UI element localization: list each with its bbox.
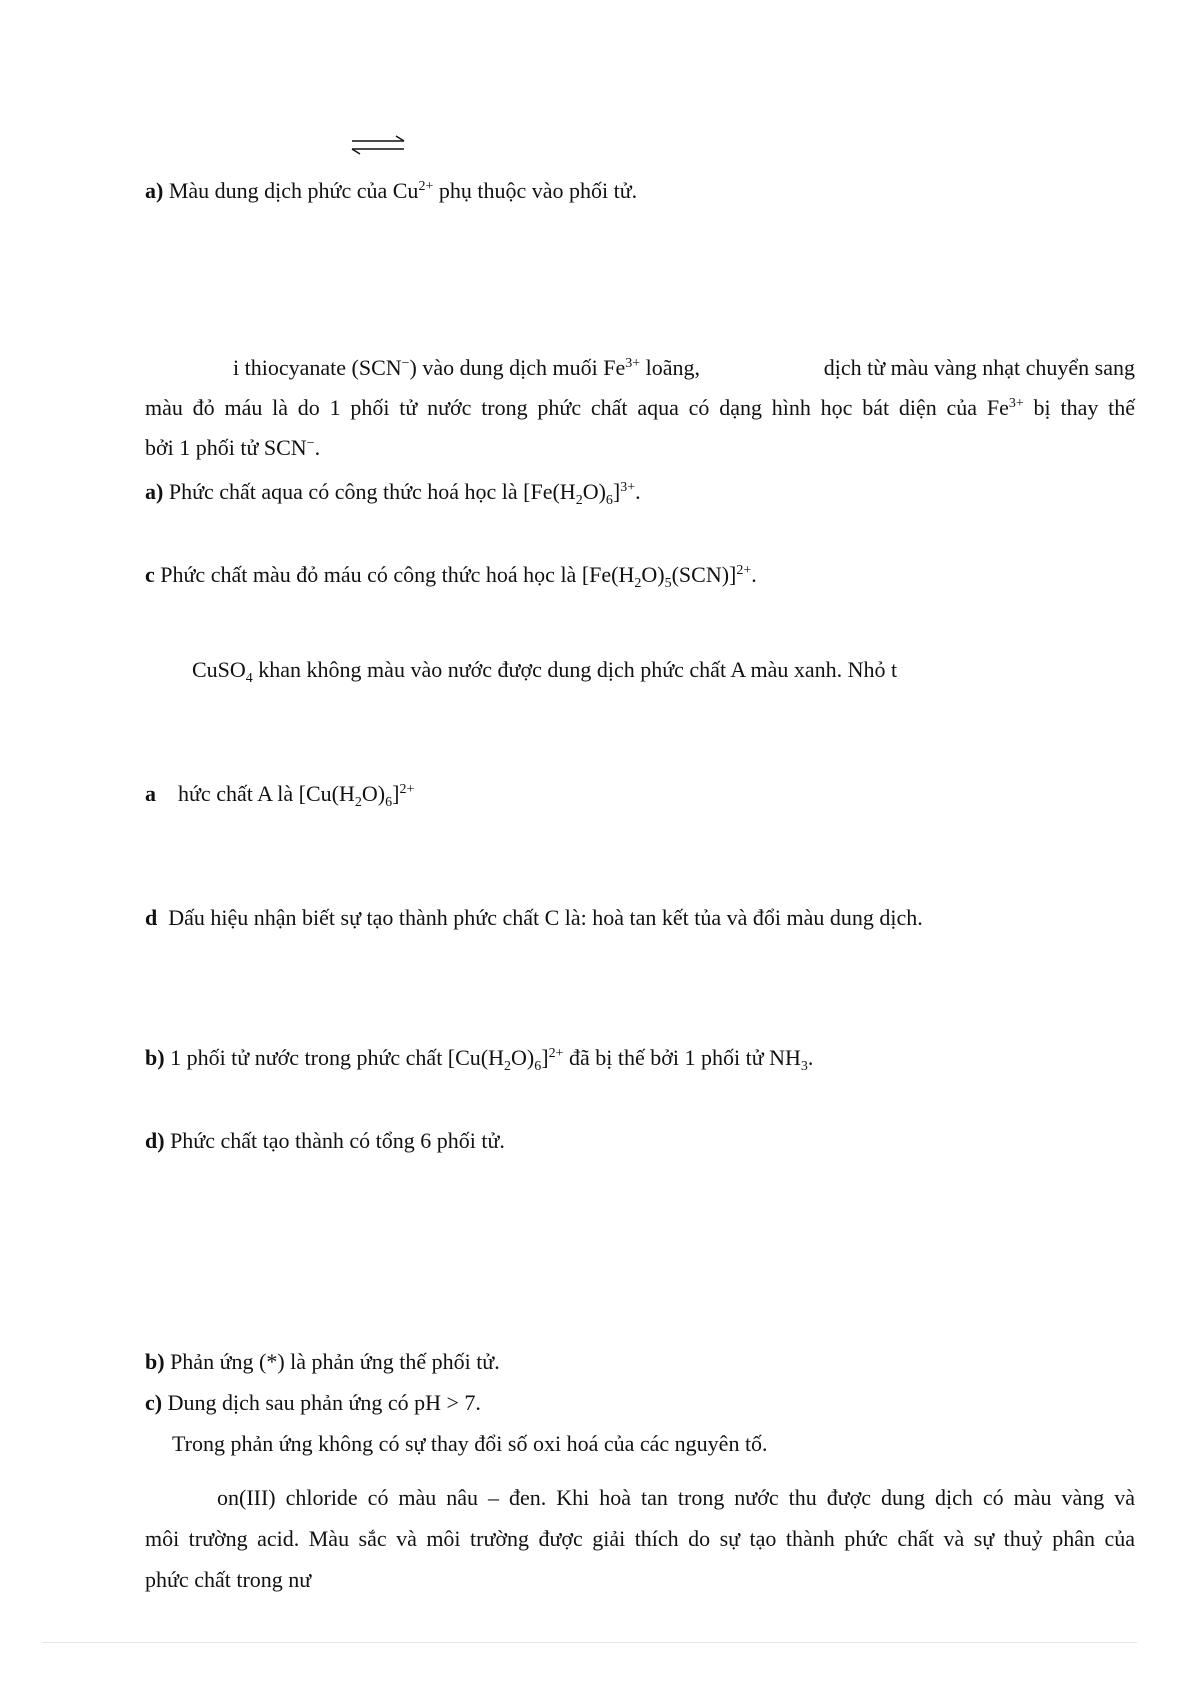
text: O) bbox=[511, 1045, 535, 1070]
text: Dung dịch sau phản ứng có pH > 7. bbox=[162, 1390, 481, 1415]
option-oxidation-state: Trong phản ứng không có sự thay đổi số oxi hoá của các nguyên tố. bbox=[172, 1431, 768, 1456]
text: O) bbox=[582, 479, 606, 504]
subscript: 2 bbox=[504, 1059, 512, 1074]
text: Phản ứng (*) là phản ứng thế phối tử. bbox=[164, 1349, 500, 1374]
footer-divider bbox=[42, 1642, 1137, 1643]
option-label: a) bbox=[145, 479, 164, 504]
text: Phức chất aqua có công thức hoá học là [Fe(H bbox=[163, 479, 576, 504]
cuso4-intro-line bbox=[192, 656, 897, 684]
subscript: 6 bbox=[534, 1059, 542, 1074]
subscript: 5 bbox=[664, 576, 672, 591]
option-a-aqua-complex bbox=[145, 478, 641, 506]
charge: 3+ bbox=[620, 480, 636, 495]
text: ) vào dung dịch muối Fe bbox=[409, 355, 626, 380]
text: phụ thuộc vào phối tử. bbox=[433, 178, 638, 203]
option-a-cu-color bbox=[145, 177, 637, 205]
subscript: 2 bbox=[354, 795, 362, 810]
option-label: b) bbox=[145, 1349, 165, 1374]
text: i thiocyanate (SCN bbox=[233, 355, 402, 380]
text: bị thay thế bbox=[1023, 395, 1135, 420]
charge: 3+ bbox=[1008, 396, 1024, 411]
text: O) bbox=[641, 562, 665, 587]
iron-chloride-intro-line-3: phức chất trong nư bbox=[145, 1567, 312, 1592]
thiocyanate-intro-line-2 bbox=[145, 394, 1135, 422]
text: 1 phối tử nước trong phức chất [Cu(H bbox=[164, 1045, 505, 1070]
text: Dấu hiệu nhận biết sự tạo thành phức chất C là: hoà tan kết tủa và đổi màu dung dịch. bbox=[157, 905, 923, 930]
text: ] bbox=[392, 781, 400, 806]
subscript: 2 bbox=[575, 493, 583, 508]
charge: 2+ bbox=[418, 179, 434, 194]
charge: 3+ bbox=[625, 356, 641, 371]
thiocyanate-intro-line-1b: dịch từ màu vàng nhạt chuyển sang bbox=[823, 355, 1135, 380]
text: màu đỏ máu là do 1 phối tử nước trong phức chất aqua có dạng hình học bát diện của Fe bbox=[145, 395, 1009, 420]
subscript: 6 bbox=[605, 493, 613, 508]
option-label: c) bbox=[145, 1390, 163, 1415]
text: . bbox=[751, 562, 757, 587]
option-a-complex-a bbox=[145, 780, 414, 808]
charge: 2+ bbox=[548, 1046, 564, 1061]
text: bởi 1 phối tử SCN bbox=[145, 435, 307, 460]
text: O) bbox=[361, 781, 386, 806]
text: . bbox=[314, 435, 321, 460]
thiocyanate-intro-line-1a bbox=[233, 354, 700, 382]
subscript: 3 bbox=[800, 1059, 808, 1074]
option-d-six-ligands bbox=[145, 1127, 505, 1155]
iron-chloride-intro-line-1: on(III) chloride có màu nâu – đen. Khi hoà tan trong nước thu được dung dịch có màu vàng và bbox=[217, 1485, 1135, 1510]
text: Màu dung dịch phức của Cu bbox=[163, 178, 419, 203]
text: Phức chất màu đỏ máu có công thức hoá học là [Fe(H bbox=[154, 562, 635, 587]
charge: 2+ bbox=[399, 782, 415, 797]
option-label: a bbox=[145, 781, 156, 806]
text: . bbox=[807, 1045, 814, 1070]
subscript: 2 bbox=[634, 576, 642, 591]
text: (SCN)] bbox=[671, 562, 737, 587]
option-b-reaction-type bbox=[145, 1348, 500, 1376]
option-label: a) bbox=[145, 178, 164, 203]
charge: 2+ bbox=[736, 563, 752, 578]
option-label: c bbox=[145, 562, 155, 587]
text: ] bbox=[541, 1045, 549, 1070]
option-label: b) bbox=[145, 1045, 165, 1070]
text: hức chất A là [Cu(H bbox=[156, 781, 355, 806]
option-label: d) bbox=[145, 1128, 165, 1153]
charge: − bbox=[306, 436, 315, 451]
option-c-blood-red-complex bbox=[145, 561, 757, 589]
text: ] bbox=[612, 479, 621, 504]
option-d-complex-c-sign bbox=[145, 904, 923, 932]
text: . bbox=[635, 479, 641, 504]
text: đã bị thế bởi 1 phối tử NH bbox=[563, 1045, 801, 1070]
thiocyanate-intro-line-3 bbox=[145, 434, 320, 462]
charge: − bbox=[401, 356, 410, 371]
text: loãng, bbox=[640, 355, 701, 380]
iron-chloride-intro-line-2: môi trường acid. Màu sắc và môi trường được giải thích do sự tạo thành phức chất và sự thuỷ phân của bbox=[145, 1526, 1135, 1551]
equilibrium-arrow-icon bbox=[350, 135, 406, 155]
text: CuSO bbox=[192, 657, 246, 682]
option-b-ligand-substitution bbox=[145, 1044, 813, 1072]
text: khan không màu vào nước được dung dịch phức chất A màu xanh. Nhỏ t bbox=[252, 657, 898, 682]
text: Phức chất tạo thành có tổng 6 phối tử. bbox=[164, 1128, 505, 1153]
subscript: 4 bbox=[245, 671, 253, 686]
option-c-ph bbox=[145, 1389, 481, 1417]
option-label: d bbox=[145, 905, 158, 930]
subscript: 6 bbox=[385, 795, 393, 810]
